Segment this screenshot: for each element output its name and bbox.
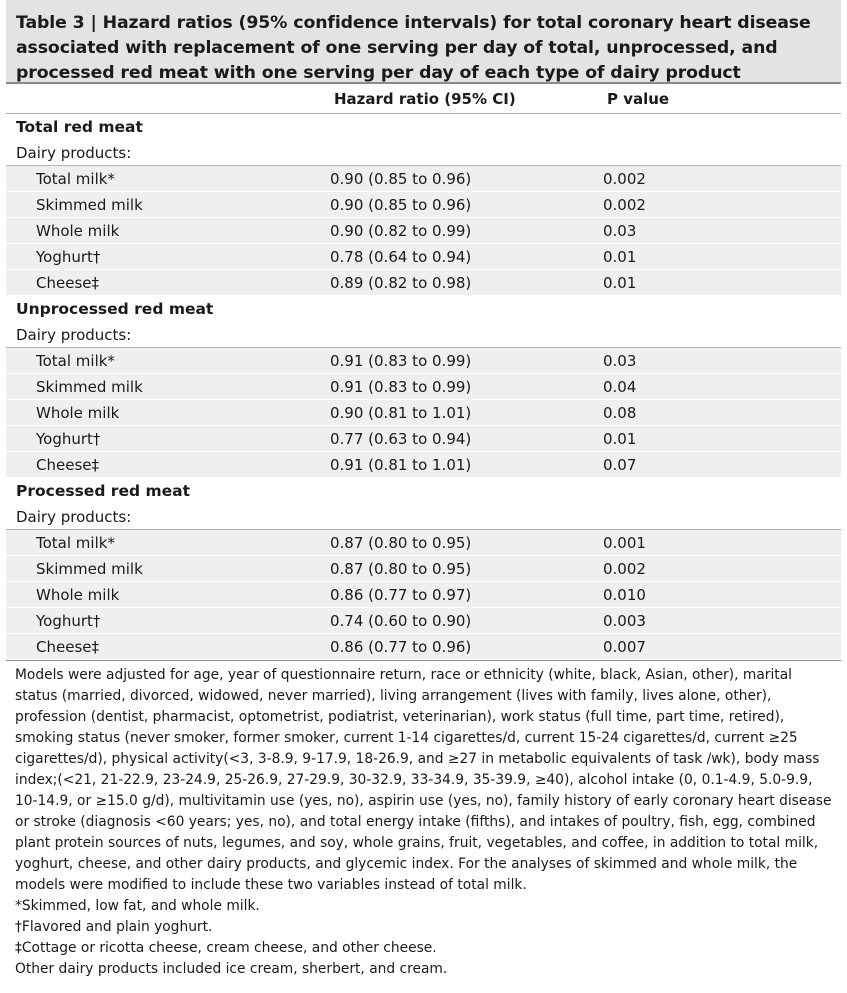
row-hazard-ratio: 0.77 (0.63 to 0.94) bbox=[330, 429, 472, 448]
subheading-label: Dairy products: bbox=[16, 143, 132, 162]
row-p-value: 0.01 bbox=[603, 429, 637, 448]
footnote: *Skimmed, low fat, and whole milk. bbox=[15, 898, 260, 914]
row-p-value: 0.03 bbox=[603, 221, 637, 240]
row-p-value: 0.001 bbox=[603, 533, 646, 552]
section-heading-label: Processed red meat bbox=[16, 482, 190, 500]
row-label: Total milk* bbox=[36, 169, 115, 188]
row-hazard-ratio: 0.89 (0.82 to 0.98) bbox=[330, 273, 472, 292]
table-body bbox=[6, 114, 841, 660]
row-p-value: 0.002 bbox=[603, 169, 646, 188]
footnote: †Flavored and plain yoghurt. bbox=[15, 919, 213, 935]
table-row bbox=[6, 426, 841, 452]
table-row bbox=[6, 634, 841, 660]
row-p-value: 0.007 bbox=[603, 637, 646, 656]
table-row bbox=[6, 556, 841, 582]
section-heading bbox=[6, 296, 841, 322]
table-row bbox=[6, 348, 841, 374]
row-hazard-ratio: 0.90 (0.81 to 1.01) bbox=[330, 403, 472, 422]
row-p-value: 0.01 bbox=[603, 247, 637, 266]
footnote: ‡Cottage or ricotta cheese, cream cheese, and other cheese. bbox=[15, 940, 437, 956]
row-p-value: 0.03 bbox=[603, 351, 637, 370]
row-p-value: 0.01 bbox=[603, 273, 637, 292]
row-hazard-ratio: 0.90 (0.85 to 0.96) bbox=[330, 195, 472, 214]
table-footnotes bbox=[6, 660, 841, 980]
row-hazard-ratio: 0.91 (0.83 to 0.99) bbox=[330, 351, 472, 370]
row-label: Cheese‡ bbox=[36, 455, 99, 474]
row-label: Yoghurt† bbox=[36, 429, 101, 448]
subheading-row bbox=[6, 504, 841, 530]
footnote: Other dairy products included ice cream, sherbert, and cream. bbox=[15, 961, 448, 977]
table-row bbox=[6, 374, 841, 400]
table-header-row bbox=[6, 84, 841, 114]
row-p-value: 0.002 bbox=[603, 195, 646, 214]
row-hazard-ratio: 0.87 (0.80 to 0.95) bbox=[330, 533, 472, 552]
row-label: Skimmed milk bbox=[36, 559, 143, 578]
row-label: Total milk* bbox=[36, 533, 115, 552]
table-row bbox=[6, 530, 841, 556]
row-hazard-ratio: 0.91 (0.83 to 0.99) bbox=[330, 377, 472, 396]
row-label: Total milk* bbox=[36, 351, 115, 370]
row-label: Cheese‡ bbox=[36, 273, 99, 292]
row-hazard-ratio: 0.90 (0.82 to 0.99) bbox=[330, 221, 472, 240]
row-p-value: 0.010 bbox=[603, 585, 646, 604]
section-heading bbox=[6, 478, 841, 504]
row-p-value: 0.07 bbox=[603, 455, 637, 474]
table-row bbox=[6, 166, 841, 192]
row-p-value: 0.08 bbox=[603, 403, 637, 422]
row-p-value: 0.003 bbox=[603, 611, 646, 630]
table-title: Table 3 | Hazard ratios (95% confidence intervals) for total coronary heart disease associated with replacement of one serving per day of total, unprocessed, and processed red meat with one serving per day of each type of dairy product bbox=[6, 0, 841, 82]
row-label: Skimmed milk bbox=[36, 377, 143, 396]
table-row bbox=[6, 244, 841, 270]
row-hazard-ratio: 0.90 (0.85 to 0.96) bbox=[330, 169, 472, 188]
section-heading-label: Unprocessed red meat bbox=[16, 300, 214, 318]
row-hazard-ratio: 0.86 (0.77 to 0.96) bbox=[330, 637, 472, 656]
row-p-value: 0.04 bbox=[603, 377, 637, 396]
row-label: Yoghurt† bbox=[36, 611, 101, 630]
row-label: Cheese‡ bbox=[36, 637, 99, 656]
row-label: Whole milk bbox=[36, 221, 120, 240]
row-label: Yoghurt† bbox=[36, 247, 101, 266]
row-p-value: 0.002 bbox=[603, 559, 646, 578]
row-hazard-ratio: 0.91 (0.81 to 1.01) bbox=[330, 455, 472, 474]
table-row bbox=[6, 582, 841, 608]
subheading-row bbox=[6, 322, 841, 348]
table-row bbox=[6, 452, 841, 478]
table-row bbox=[6, 192, 841, 218]
row-label: Skimmed milk bbox=[36, 195, 143, 214]
header-p-value: P value bbox=[607, 89, 670, 108]
table-row bbox=[6, 400, 841, 426]
header-hazard-ratio: Hazard ratio (95% CI) bbox=[334, 89, 516, 108]
row-label: Whole milk bbox=[36, 403, 120, 422]
subheading-label: Dairy products: bbox=[16, 325, 132, 344]
row-label: Whole milk bbox=[36, 585, 120, 604]
row-hazard-ratio: 0.87 (0.80 to 0.95) bbox=[330, 559, 472, 578]
table-row bbox=[6, 608, 841, 634]
footnote: Models were adjusted for age, year of questionnaire return, race or ethnicity (white, black, Asian, other), marital status (married, divorced, widowed, never married), living arrangement (lives with family, lives alone, other), profession (dentist, pharmacist, optometrist, podiatrist, veterinarian), work status (full time, part time, retired), smoking status (never smoker, former smoker, current 1-14 cigarettes/d, current 15-24 cigarettes/d, current ≥25 cigarettes/d), physical activity(<3, 3-8.9, 9-17.9, 18-26.9, and ≥27 in metabolic equivalents of task /wk), body mass index;(<21, 21-22.9, 23-24.9, 25-26.9, 27-29.9, 30-32.9, 33-34.9, 35-39.9, ≥40), alcohol intake (0, 0.1-4.9, 5.0-9.9, 10-14.9, or ≥15.0 g/d), multivitamin use (yes, no), aspirin use (yes, no), family history of early coronary heart disease or stroke (diagnosis <60 years; yes, no), and total energy intake (fifths), and intakes of poultry, fish, egg, combined plant protein sources of nuts, legumes, and soy, whole grains, fruit, vegetables, and coffee, in addition to total milk, yoghurt, cheese, and other dairy products, and glycemic index. For the analyses of skimmed and whole milk, the models were modified to include these two variables instead of total milk. bbox=[15, 667, 832, 893]
subheading-label: Dairy products: bbox=[16, 507, 132, 526]
table-3 bbox=[6, 0, 841, 980]
row-hazard-ratio: 0.74 (0.60 to 0.90) bbox=[330, 611, 472, 630]
section-heading bbox=[6, 114, 841, 140]
row-hazard-ratio: 0.78 (0.64 to 0.94) bbox=[330, 247, 472, 266]
section-heading-label: Total red meat bbox=[16, 118, 143, 136]
row-hazard-ratio: 0.86 (0.77 to 0.97) bbox=[330, 585, 472, 604]
subheading-row bbox=[6, 140, 841, 166]
table-row bbox=[6, 270, 841, 296]
table-row bbox=[6, 218, 841, 244]
